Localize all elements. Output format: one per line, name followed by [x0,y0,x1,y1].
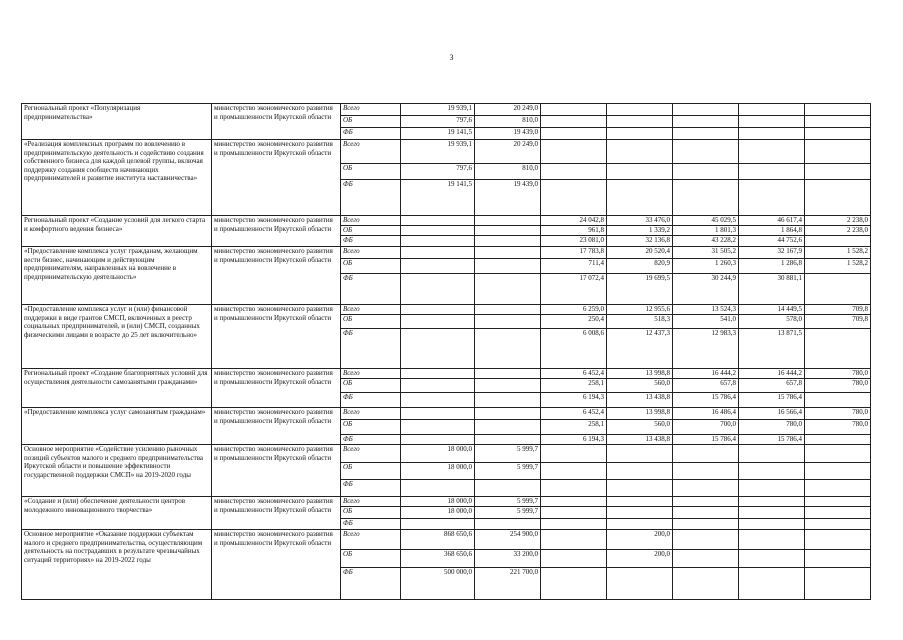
amount-cell: 500 000,0 [401,568,475,600]
amount-cell [673,550,739,568]
amount-cell [475,236,541,247]
amount-cell: 45 029,5 [673,216,739,226]
amount-cell [401,329,475,369]
amount-cell: 17 072,4 [541,274,607,305]
amount-cell [401,393,475,408]
amount-cell: 19 939,1 [401,140,475,164]
amount-cell [401,519,475,530]
source-regional: ОБ [341,315,401,329]
amount-cell [475,259,541,274]
amount-cell: 15 786,4 [673,393,739,408]
source-total: Всего [341,530,401,550]
amount-cell: 1 339,2 [607,226,673,236]
amount-cell [739,116,805,128]
page-number: 3 [449,53,454,62]
amount-cell [541,180,607,216]
source-regional: ОБ [341,164,401,180]
source-federal: ФБ [341,329,401,369]
source-total: Всего [341,497,401,507]
amount-cell [805,128,871,140]
amount-cell [607,445,673,463]
source-total: Всего [341,216,401,226]
responsible-ministry: министерство экономического развития и промышленности Иркутской области [212,408,341,445]
amount-cell [541,445,607,463]
amount-cell [401,315,475,329]
amount-cell [739,568,805,600]
amount-cell: 700,0 [673,420,739,435]
amount-cell: 250,4 [541,315,607,329]
amount-cell [739,128,805,140]
source-federal: ФБ [341,236,401,247]
amount-cell [401,305,475,315]
project-name: Основное мероприятие «Содействие усилению рыночных позиций субъектов малого и среднего предпринимательства Иркутской области и повышение эффективности государственной поддержки СМСП» на 2019-2020 годы [22,445,212,497]
amount-cell: 2 238,0 [805,216,871,226]
source-total: Всего [341,140,401,164]
amount-cell: 33 200,0 [475,550,541,568]
amount-cell [475,480,541,497]
amount-cell [673,568,739,600]
amount-cell: 13 438,8 [607,393,673,408]
amount-cell: 30 244,9 [673,274,739,305]
amount-cell: 13 998,8 [607,369,673,379]
responsible-ministry: министерство экономического развития и промышленности Иркутской области [212,247,341,305]
amount-cell [739,104,805,116]
responsible-ministry: министерство экономического развития и промышленности Иркутской области [212,445,341,497]
responsible-ministry: министерство экономического развития и промышленности Иркутской области [212,305,341,369]
source-regional: ОБ [341,379,401,393]
source-regional: ОБ [341,550,401,568]
project-name: «Предоставление комплекса услуг гражданам, желающим вести бизнес, начинающим и действующим предпринимателям, направленных на вовлечение в предпринимательскую деятельность» [22,247,212,305]
amount-cell [401,226,475,236]
amount-cell [541,104,607,116]
amount-cell: 18 000,0 [401,497,475,507]
budget-table [21,103,871,600]
source-regional: ОБ [341,463,401,480]
table-row [22,216,871,226]
amount-cell [475,379,541,393]
amount-cell [805,236,871,247]
amount-cell: 200,0 [607,550,673,568]
amount-cell: 18 000,0 [401,463,475,480]
source-regional: ОБ [341,507,401,519]
amount-cell: 16 486,4 [673,408,739,420]
amount-cell: 6 452,4 [541,369,607,379]
amount-cell: 709,8 [805,305,871,315]
amount-cell [607,128,673,140]
source-regional: ОБ [341,226,401,236]
amount-cell [739,530,805,550]
amount-cell [475,329,541,369]
amount-cell: 221 700,0 [475,568,541,600]
amount-cell [673,463,739,480]
source-federal: ФБ [341,435,401,445]
amount-cell: 254 900,0 [475,530,541,550]
amount-cell [541,497,607,507]
amount-cell: 657,8 [673,379,739,393]
amount-cell [541,463,607,480]
amount-cell [805,274,871,305]
amount-cell: 32 136,8 [607,236,673,247]
amount-cell: 44 752,6 [739,236,805,247]
amount-cell [401,379,475,393]
amount-cell: 518,3 [607,315,673,329]
amount-cell: 820,9 [607,259,673,274]
amount-cell [541,507,607,519]
amount-cell: 19 439,0 [475,128,541,140]
amount-cell [673,480,739,497]
amount-cell [401,369,475,379]
amount-cell [541,550,607,568]
table-row [22,445,871,463]
amount-cell [475,305,541,315]
amount-cell: 30 881,1 [739,274,805,305]
project-name: Региональный проект «Создание условий для легкого старта и комфортного ведения бизнеса» [22,216,212,247]
amount-cell [475,420,541,435]
amount-cell [805,463,871,480]
amount-cell [739,445,805,463]
responsible-ministry: министерство экономического развития и промышленности Иркутской области [212,216,341,247]
amount-cell: 797,6 [401,116,475,128]
amount-cell: 19 141,5 [401,180,475,216]
amount-cell: 12 955,6 [607,305,673,315]
amount-cell [607,180,673,216]
amount-cell: 16 566,4 [739,408,805,420]
amount-cell: 19 939,1 [401,104,475,116]
amount-cell: 560,0 [607,420,673,435]
amount-cell: 15 786,4 [739,393,805,408]
amount-cell: 868 650,6 [401,530,475,550]
amount-cell [673,128,739,140]
amount-cell [607,568,673,600]
amount-cell [673,104,739,116]
source-total: Всего [341,305,401,315]
source-regional: ОБ [341,420,401,435]
amount-cell [607,463,673,480]
amount-cell [607,140,673,164]
responsible-ministry: министерство экономического развития и промышленности Иркутской области [212,140,341,216]
project-name: «Реализация комплексных программ по вовлечению в предпринимательскую деятельность и содействию создания собственного бизнеса для каждой целевой группы, включая поддержку создания сообществ начинающих предпринимателей и развитие института наставничества» [22,140,212,216]
amount-cell [401,420,475,435]
source-federal: ФБ [341,128,401,140]
amount-cell: 6 194,3 [541,435,607,445]
amount-cell: 797,6 [401,164,475,180]
amount-cell: 5 999,7 [475,497,541,507]
amount-cell [475,216,541,226]
amount-cell [673,497,739,507]
amount-cell [805,507,871,519]
table-row [22,140,871,164]
amount-cell: 18 000,0 [401,507,475,519]
amount-cell: 13 524,3 [673,305,739,315]
amount-cell: 12 983,3 [673,329,739,369]
amount-cell: 560,0 [607,379,673,393]
amount-cell: 43 228,2 [673,236,739,247]
amount-cell: 1 864,8 [739,226,805,236]
source-federal: ФБ [341,568,401,600]
amount-cell: 258,1 [541,420,607,435]
amount-cell [541,519,607,530]
amount-cell [805,164,871,180]
amount-cell [739,497,805,507]
amount-cell [805,550,871,568]
amount-cell [805,519,871,530]
amount-cell: 13 998,8 [607,408,673,420]
amount-cell [805,104,871,116]
amount-cell [673,140,739,164]
amount-cell [607,497,673,507]
amount-cell [401,236,475,247]
amount-cell [607,480,673,497]
amount-cell: 657,8 [739,379,805,393]
amount-cell: 23 081,0 [541,236,607,247]
project-name: «Предоставление комплекса услуг самозанятым гражданам» [22,408,212,445]
amount-cell [805,329,871,369]
project-name: «Предоставление комплекса услуг и (или) финансовой поддержки в виде грантов СМСП, включенных в реестр социальных предпринимателей, и (или) СМСП, созданных физическими лицами в возрасте до 25 лет включительно» [22,305,212,369]
amount-cell: 810,0 [475,164,541,180]
amount-cell [541,480,607,497]
amount-cell [401,408,475,420]
amount-cell [607,507,673,519]
amount-cell: 6 452,4 [541,408,607,420]
amount-cell [475,315,541,329]
amount-cell: 13 871,5 [739,329,805,369]
amount-cell [475,435,541,445]
amount-cell [475,247,541,259]
amount-cell: 24 042,8 [541,216,607,226]
amount-cell: 1 286,8 [739,259,805,274]
source-total: Всего [341,104,401,116]
amount-cell [739,164,805,180]
amount-cell: 780,0 [805,408,871,420]
amount-cell [739,519,805,530]
responsible-ministry: министерство экономического развития и промышленности Иркутской области [212,104,341,140]
amount-cell [541,530,607,550]
amount-cell: 780,0 [805,379,871,393]
amount-cell [805,530,871,550]
table-row [22,497,871,507]
amount-cell [805,180,871,216]
amount-cell: 19 699,5 [607,274,673,305]
amount-cell [805,435,871,445]
amount-cell: 200,0 [607,530,673,550]
source-federal: ФБ [341,393,401,408]
amount-cell [673,507,739,519]
amount-cell [475,274,541,305]
source-total: Всего [341,369,401,379]
table-row [22,369,871,379]
amount-cell: 810,0 [475,116,541,128]
amount-cell: 1 528,2 [805,259,871,274]
amount-cell [401,274,475,305]
amount-cell [805,116,871,128]
amount-cell: 15 786,4 [739,435,805,445]
amount-cell: 5 999,7 [475,445,541,463]
amount-cell [607,519,673,530]
table-row [22,247,871,259]
source-regional: ОБ [341,259,401,274]
amount-cell [673,164,739,180]
project-name: Основное мероприятие «Оказание поддержки субъектам малого и среднего предпринимательства, осуществляющим деятельность на пострадавших в результате чрезвычайных ситуаций территориях» на 2019-2022 годы [22,530,212,600]
amount-cell [607,164,673,180]
amount-cell [739,463,805,480]
amount-cell: 6 194,3 [541,393,607,408]
amount-cell: 1 528,2 [805,247,871,259]
table-row [22,104,871,116]
amount-cell [673,445,739,463]
amount-cell: 15 786,4 [673,435,739,445]
source-total: Всего [341,445,401,463]
amount-cell [805,140,871,164]
amount-cell [475,226,541,236]
amount-cell [475,369,541,379]
amount-cell [475,408,541,420]
amount-cell [401,259,475,274]
amount-cell [607,104,673,116]
source-federal: ФБ [341,480,401,497]
amount-cell [673,530,739,550]
amount-cell: 14 449,5 [739,305,805,315]
amount-cell: 780,0 [805,420,871,435]
amount-cell [541,164,607,180]
amount-cell [401,216,475,226]
amount-cell: 541,0 [673,315,739,329]
table-row [22,530,871,550]
amount-cell: 709,8 [805,315,871,329]
amount-cell: 258,1 [541,379,607,393]
amount-cell: 16 444,2 [739,369,805,379]
amount-cell [673,180,739,216]
amount-cell: 6 259,0 [541,305,607,315]
amount-cell: 1 260,3 [673,259,739,274]
amount-cell: 17 783,8 [541,247,607,259]
source-regional: ОБ [341,116,401,128]
amount-cell: 31 505,2 [673,247,739,259]
responsible-ministry: министерство экономического развития и промышленности Иркутской области [212,497,341,530]
amount-cell [401,435,475,445]
project-name: Региональный проект «Создание благоприятных условий для осуществления деятельности самозанятыми гражданами» [22,369,212,408]
amount-cell [541,128,607,140]
amount-cell: 711,4 [541,259,607,274]
project-name: Региональный проект «Популяризация предпринимательства» [22,104,212,140]
amount-cell: 5 999,7 [475,507,541,519]
amount-cell: 780,0 [805,369,871,379]
amount-cell [673,116,739,128]
amount-cell [401,480,475,497]
amount-cell: 13 438,8 [607,435,673,445]
amount-cell: 33 476,0 [607,216,673,226]
amount-cell [607,116,673,128]
amount-cell: 19 141,5 [401,128,475,140]
amount-cell [739,180,805,216]
amount-cell [805,445,871,463]
table-row [22,408,871,420]
amount-cell [739,550,805,568]
amount-cell: 19 439,0 [475,180,541,216]
source-federal: ФБ [341,519,401,530]
source-total: Всего [341,408,401,420]
amount-cell: 1 801,3 [673,226,739,236]
amount-cell [805,393,871,408]
amount-cell [401,247,475,259]
amount-cell [739,140,805,164]
amount-cell [541,568,607,600]
source-total: Всего [341,247,401,259]
source-federal: ФБ [341,180,401,216]
amount-cell: 12 437,3 [607,329,673,369]
amount-cell: 16 444,2 [673,369,739,379]
source-federal: ФБ [341,274,401,305]
amount-cell [805,568,871,600]
responsible-ministry: министерство экономического развития и промышленности Иркутской области [212,530,341,600]
amount-cell: 32 167,9 [739,247,805,259]
amount-cell: 46 617,4 [739,216,805,226]
amount-cell: 780,0 [739,420,805,435]
amount-cell: 20 249,0 [475,140,541,164]
responsible-ministry: министерство экономического развития и промышленности Иркутской области [212,369,341,408]
amount-cell: 18 000,0 [401,445,475,463]
amount-cell [739,507,805,519]
amount-cell: 6 008,6 [541,329,607,369]
amount-cell [475,519,541,530]
amount-cell: 578,0 [739,315,805,329]
amount-cell [805,497,871,507]
amount-cell: 20 520,4 [607,247,673,259]
amount-cell: 961,8 [541,226,607,236]
amount-cell [739,480,805,497]
amount-cell: 20 249,0 [475,104,541,116]
project-name: «Создание и (или) обеспечение деятельности центров молодежного инновационного творчества» [22,497,212,530]
amount-cell [805,480,871,497]
amount-cell [475,393,541,408]
amount-cell [541,116,607,128]
amount-cell: 2 238,0 [805,226,871,236]
amount-cell: 5 999,7 [475,463,541,480]
amount-cell: 368 650,6 [401,550,475,568]
amount-cell [541,140,607,164]
amount-cell [673,519,739,530]
table-row [22,305,871,315]
